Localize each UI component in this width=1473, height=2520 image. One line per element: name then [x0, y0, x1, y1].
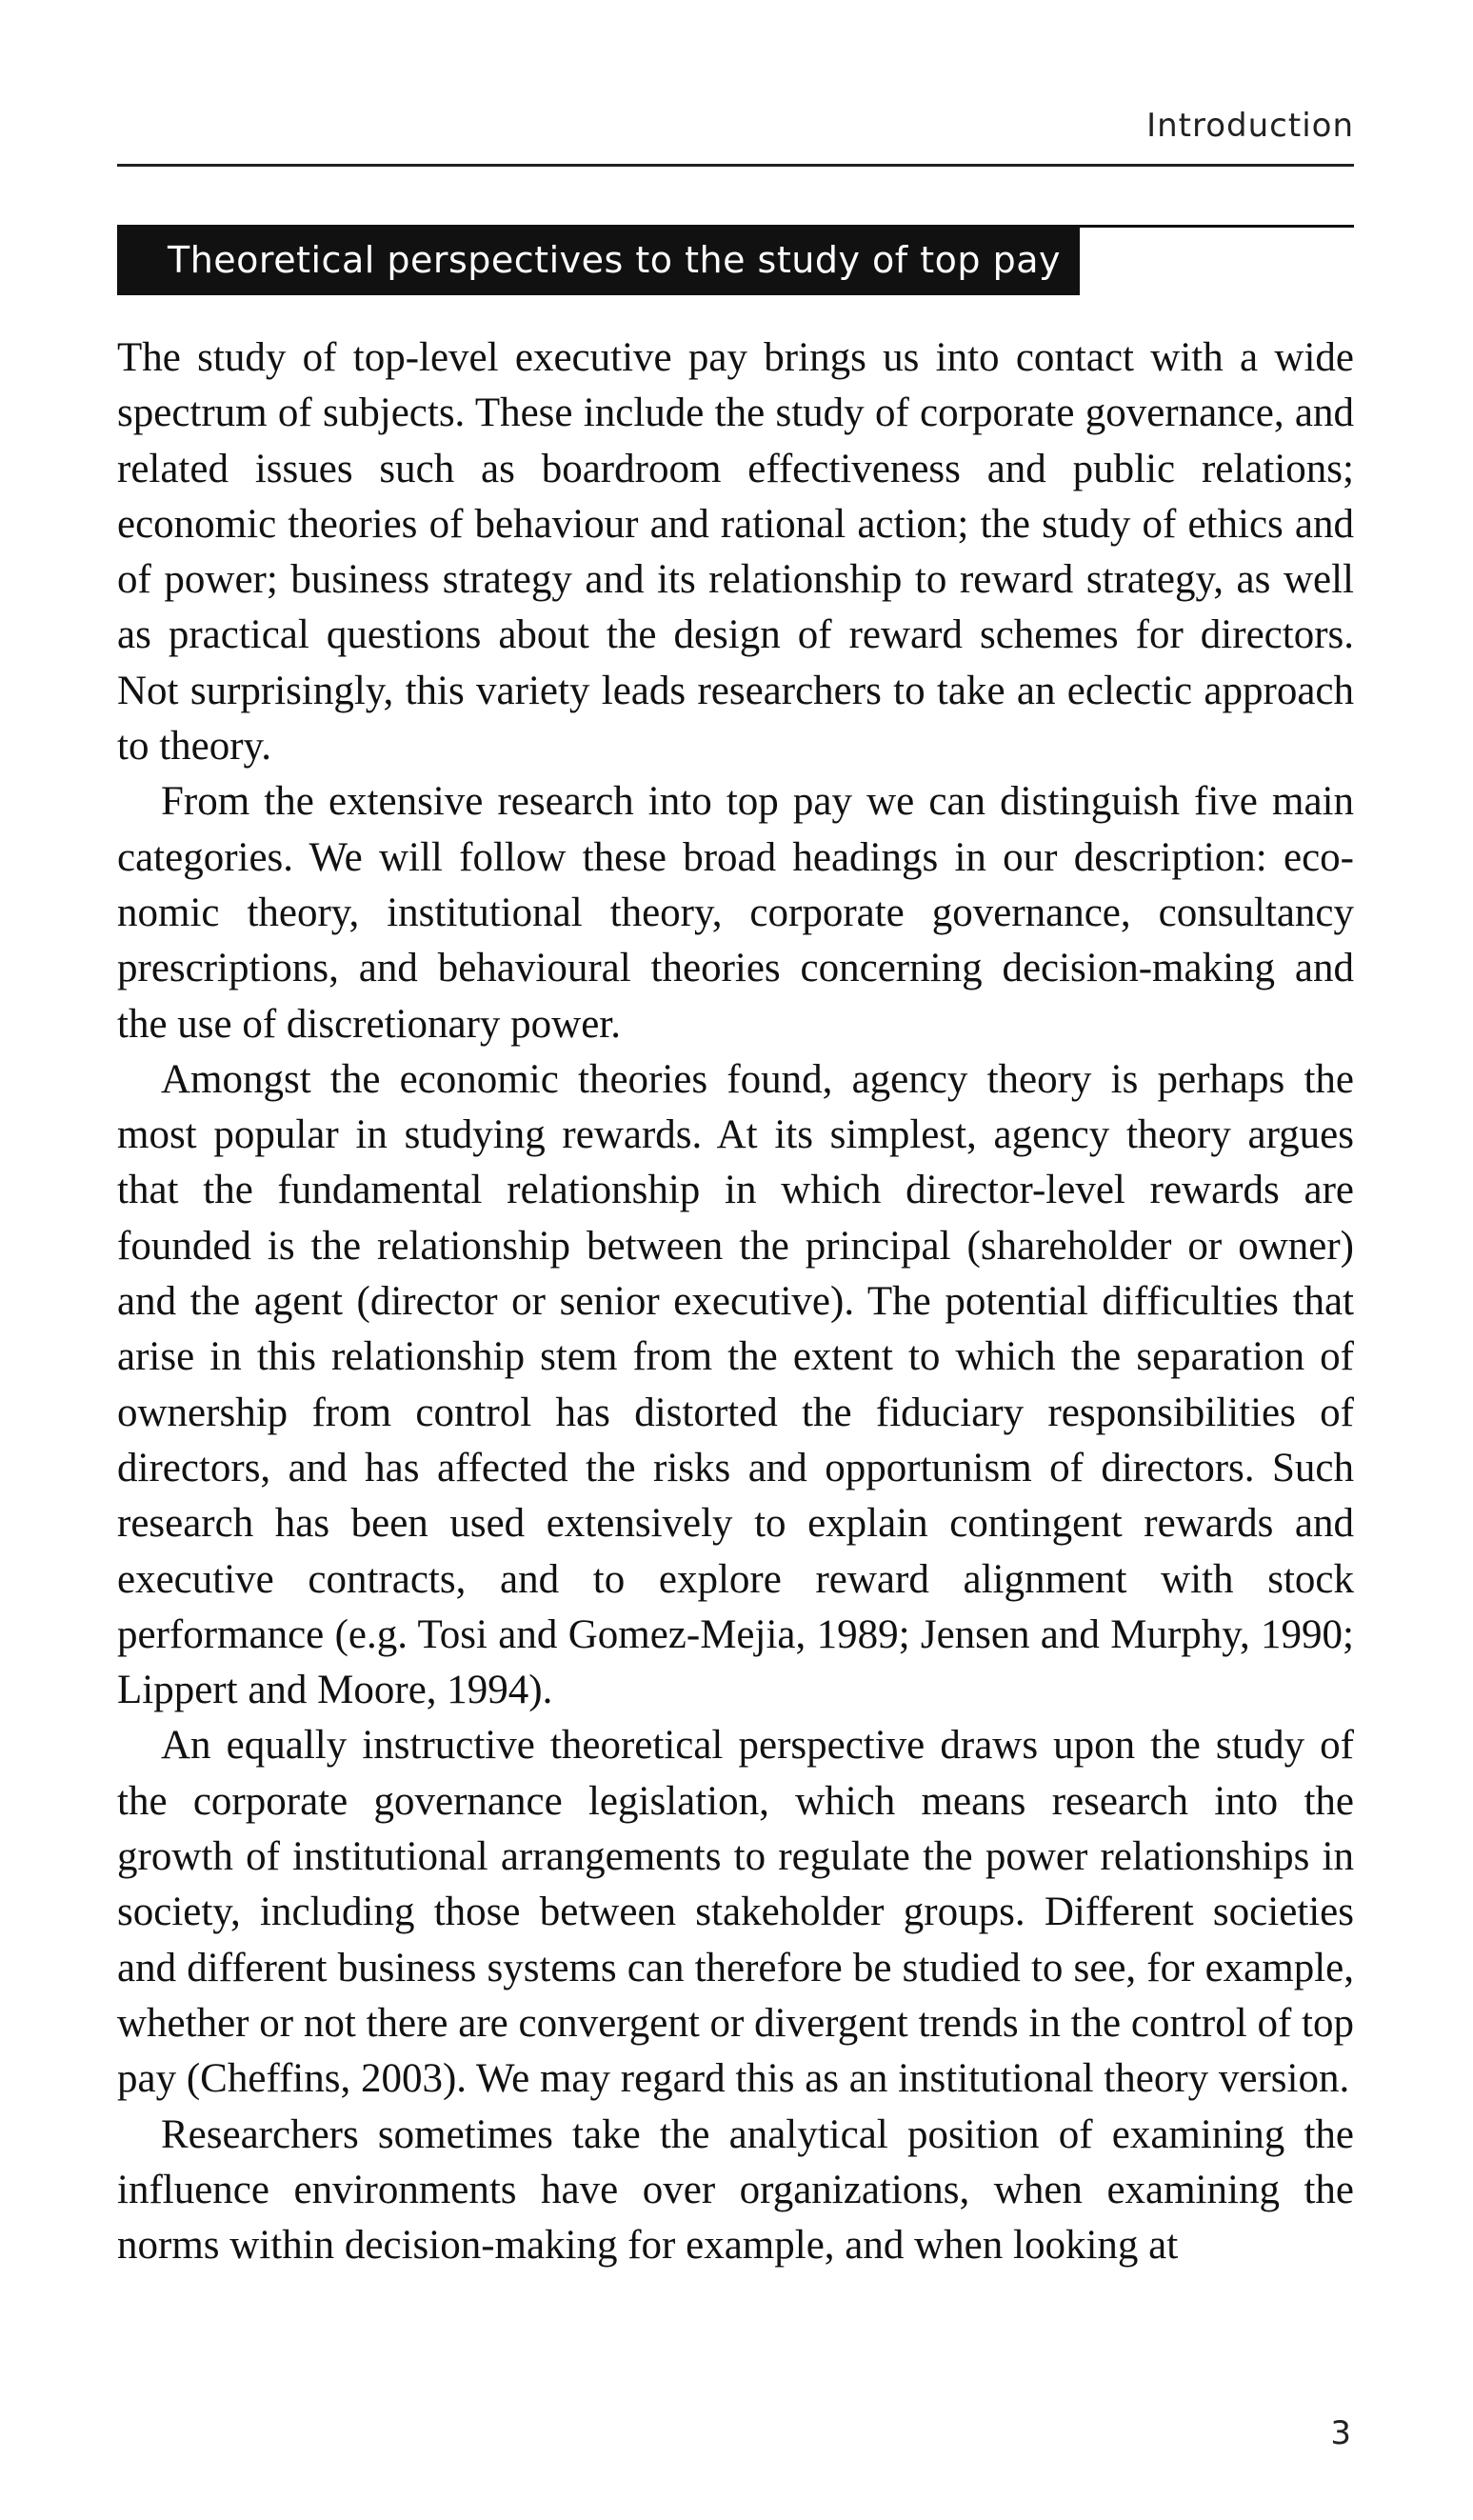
header-rule — [117, 164, 1354, 167]
page-number: 3 — [1330, 2414, 1351, 2452]
paragraph: Amongst the economic theories found, agency theory is perhaps the most popular in studying rewards. At its simplest, agency theory argues that the fundamental relationship in which director-level rewards are founded is the relationship between the principal (shareholder or owner) and the agent (director or senior executive). The potential difficulties that arise in this relationship stem from the extent to which the separation of ownership from control has distorted the fiduciary responsibilities of directors, and has affected the risks and opportunism of directors. Such research has been used extensively to explain contingent rewards and executive contracts, and to explore reward alignment with stock performance (e.g. Tosi and Gomez-Mejia, 1989; Jensen and Murphy, 1990; Lippert and Moore, 1994). — [117, 1056, 1354, 1713]
paragraph: Researchers sometimes take the analytical position of examining the influence environments have over organizations, when examining the norms within decision-making for example, and when looking at — [117, 2111, 1354, 2269]
body-text — [117, 330, 1354, 2273]
paragraph: An equally instructive theoretical perspective draws upon the study of the corporate governance legislation, which means research into the growth of institutional arrangements to regulate the power relationships in society, including those between stakeholder groups. Different societies and different business systems can therefore be studied to see, for example, whether or not there are convergent or divergent trends in the control of top pay (Cheffins, 2003). We may regard this as an institutional theory version. — [117, 1723, 1354, 2102]
section-heading-bar — [117, 225, 1354, 295]
paragraph: From the extensive research into top pay we can distinguish five main categories. We will follow these broad headings in our description: economic theory, institutional theory, corporate governance, consultancy prescriptions, and behavioural theories concerning decision-making and the use of discretionary power. — [117, 779, 1354, 1047]
paragraph: The study of top-level executive pay brings us into contact with a wide spectrum of subjects. These include the study of corporate governance, and related issues such as boardroom effectiveness and public relations; economic theories of behaviour and rational action; the study of ethics and of power; business strategy and its relationship to reward strategy, as well as practical questions about the design of reward schemes for directors. Not surprisingly, this variety leads researchers to take an eclectic approach to theory. — [117, 335, 1354, 770]
section-heading: Theoretical perspectives to the study of top pay — [117, 225, 1080, 295]
running-head: Introduction — [1146, 107, 1354, 145]
